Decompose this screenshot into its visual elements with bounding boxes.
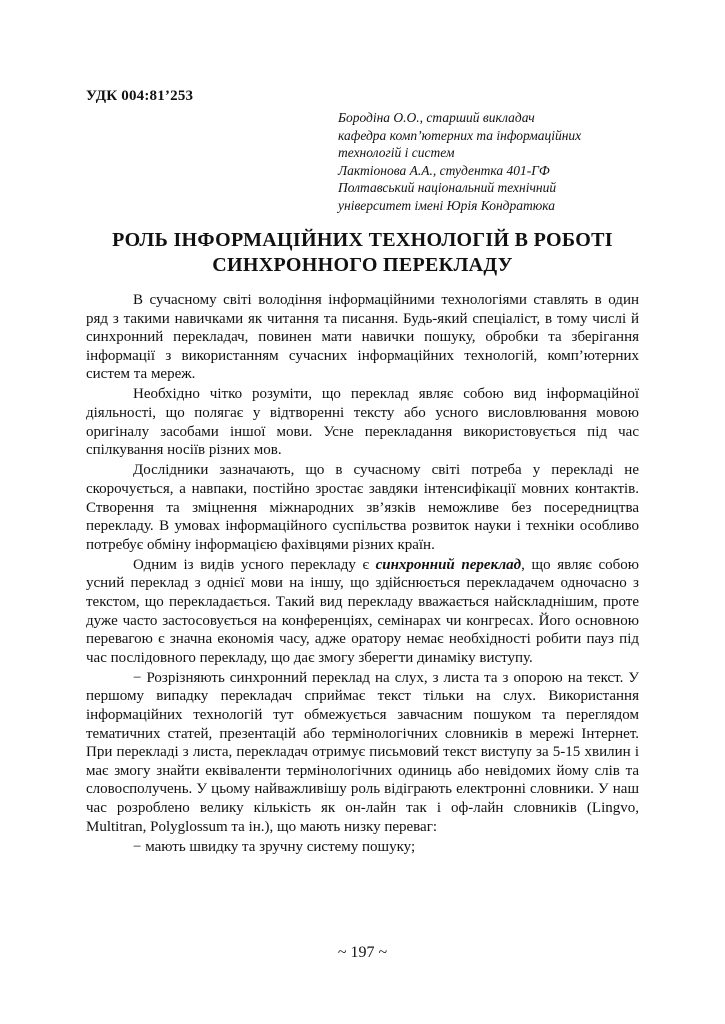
paragraph-4-start: Одним із видів усного перекладу є — [133, 556, 376, 573]
title-line-2: СИНХРОННОГО ПЕРЕКЛАДУ — [212, 254, 513, 276]
author-line: Полтавський національний технічний — [338, 180, 557, 195]
author-line: університет імені Юрія Кондратюка — [338, 197, 555, 213]
article-title — [60, 228, 665, 278]
key-term: синхронний переклад — [375, 556, 522, 573]
title-line-1: РОЛЬ ІНФОРМАЦІЙНИХ ТЕХНОЛОГІЙ В РОБОТІ — [112, 229, 613, 251]
author-line: Бородіна О.О., старший викладач — [338, 110, 535, 125]
udk-code: УДК 004:81’253 — [86, 88, 194, 104]
author-line: технологій і систем — [338, 145, 455, 160]
paragraph-3: Дослідники зазначають, що в сучасному світі потреба у перекладі не скорочується, а навпаки, постійно зростає завдяки інтенсифікації мовних контактів. Створення та зміцнення міжнародних зв’язків неможливе без посередництва перекладу. В умовах інформаційного суспільства розвиток науки і техніки особливо потребує обміну інформацією фахівцями різних країн. — [86, 462, 639, 553]
page-number: ~ 197 ~ — [337, 944, 388, 961]
article-body — [86, 291, 639, 856]
paragraph-5: − Розрізняють синхронний переклад на слух, з листа та з опорою на текст. У першому випадку перекладач сприймає текст тільки на слух. Використання інформаційних технологій тут обмежується завчасним пошуком та переглядом тематичних статей, презентацій або термінологічних словників в мережі Інтернет. При перекладі з листа, перекладач отримує письмовий текст виступу за 5-15 хвилин і має змогу знайти еквіваленти термінологічних одиниць або невідомих йому слів та словосполучень. У цьому найважливішу роль відіграють електронні словники. У наш час розроблено велику кількість як он-лайн так і оф-лайн словників (Lingvo, Multitran, Polyglossum та ін.), що мають низку переваг: — [86, 669, 639, 835]
author-line: Лактіонова А.А., студентка 401-ГФ — [338, 162, 550, 178]
paragraph-1: В сучасному світі володіння інформаційними технологіями ставлять в один ряд з такими навичками як читання та писання. Будь-який спеціаліст, в тому числі й синхронний перекладач, повинен мати навички пошуку, обробки та зберігання інформації з використанням сучасних інформаційних технологій, комп’ютерних систем та мереж. — [86, 292, 639, 383]
author-line: кафедра комп’ютерних та інформаційних — [338, 127, 582, 143]
paragraph-4-rest: , що являє собою усний переклад з однієї мови на іншу, що здійснюється перекладачем одночасно з текстом, що перекладається. Такий вид перекладу вважається найскладнішим, проте дуже часто застосовується на конференціях, семінарах чи конгресах. Його основною перевагою є значна економія часу, адже оратору немає необхідності робити пауз під час послідовного перекладу, що дає змогу зберегти динаміку виступу. — [86, 556, 639, 666]
paragraph-6: − мають швидку та зручну систему пошуку; — [133, 838, 416, 855]
author-info — [338, 109, 638, 214]
paragraph-2: Необхідно чітко розуміти, що переклад являє собою вид інформаційної діяльності, що полягає у відтворенні тексту або усного висловлювання мовою оригіналу засобами іншої мови. Усне перекладання використовується під час спілкування носіїв різних мов. — [86, 386, 639, 459]
paragraph-4 — [86, 556, 639, 668]
